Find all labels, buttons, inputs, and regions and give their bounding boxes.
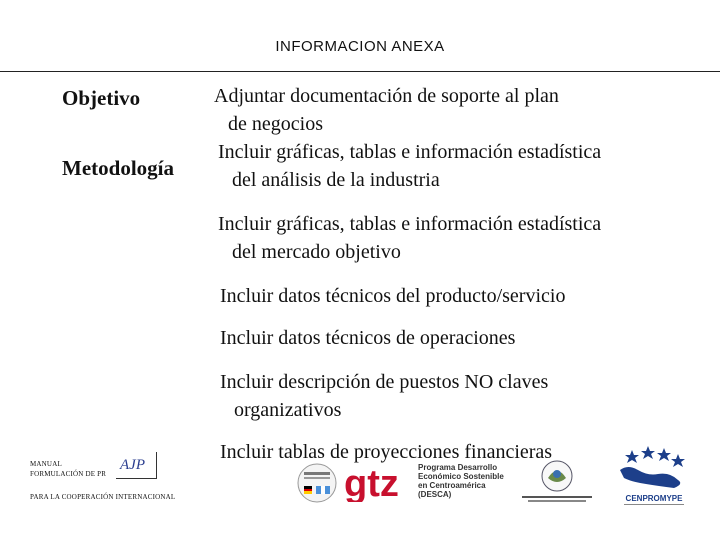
item-line-1: Adjuntar documentación de soporte al plan [214, 85, 559, 107]
item-line-2: de negocios [228, 113, 323, 135]
list-item-industria [218, 138, 601, 194]
list-item-documentacion [214, 82, 559, 138]
footer-formulacion: FORMULACIÓN DE PR [30, 470, 107, 478]
label-objetivo: Objetivo [62, 86, 141, 110]
ajp-logo-mark [116, 452, 156, 478]
star-icon [657, 448, 671, 461]
ajp-logo-text: AJP [120, 457, 145, 473]
header-divider [0, 71, 720, 72]
list-item-mercado [218, 210, 601, 266]
item-line-1: Incluir gráficas, tablas e información estadística [218, 213, 602, 235]
item-line-1: Incluir descripción de puestos NO claves [220, 371, 549, 393]
list-item-operaciones [220, 324, 515, 352]
label-metodologia: Metodología [62, 156, 174, 180]
footer-manual: MANUAL [30, 460, 62, 468]
desca-line-2: Económico Sostenible [418, 472, 504, 481]
footer-cooperacion: PARA LA COOPERACIÓN INTERNACIONAL [30, 493, 176, 501]
page-title: INFORMACION ANEXA [275, 38, 445, 55]
star-icon [625, 450, 639, 463]
gtz-logo-text: gtz [344, 463, 399, 502]
list-item-producto [220, 282, 565, 310]
desca-program-logo [418, 463, 504, 499]
desca-line-4: (DESCA) [418, 490, 452, 499]
cenpromype-logo-text: CENPROMYPE [625, 494, 683, 503]
gtz-logo [342, 460, 412, 507]
ministry-crest-logo [296, 462, 338, 504]
desca-line-3: en Centroamérica [418, 481, 486, 490]
list-item-puestos [220, 368, 548, 424]
item-line-1: Incluir datos técnicos del producto/servicio [220, 285, 566, 307]
star-icon [671, 454, 685, 467]
desca-line-1: Programa Desarrollo [418, 463, 498, 472]
star-icon [641, 446, 655, 459]
item-line-1: Incluir gráficas, tablas e información estadística [218, 141, 602, 163]
item-line-1: Incluir datos técnicos de operaciones [220, 327, 516, 349]
item-line-2: del análisis de la industria [232, 169, 440, 191]
item-line-2: organizativos [234, 399, 342, 421]
ajp-logo [116, 452, 157, 479]
item-line-2: del mercado objetivo [232, 241, 401, 263]
cenpromype-logo [614, 444, 694, 508]
guatemala-ministry-logo [518, 456, 596, 506]
item-line-1: Incluir tablas de proyecciones financieras [220, 441, 553, 463]
